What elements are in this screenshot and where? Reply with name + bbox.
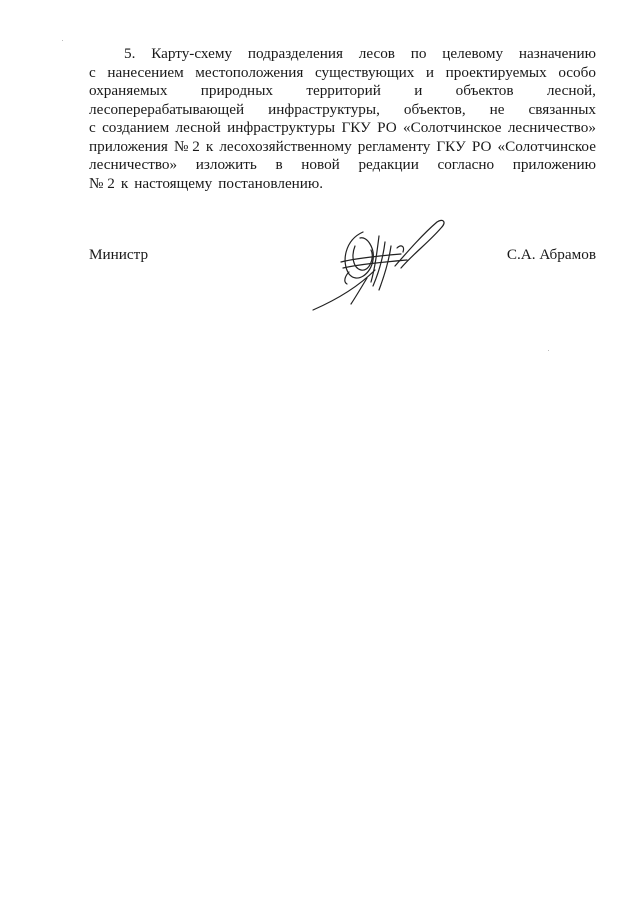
word: по xyxy=(410,45,427,62)
paragraph-line xyxy=(89,175,596,194)
word: особо xyxy=(558,63,596,81)
word: ГКУ xyxy=(436,137,466,155)
word: лесничество» xyxy=(89,156,178,173)
paragraph-line xyxy=(89,82,596,101)
word: и xyxy=(414,82,423,99)
word: с xyxy=(89,63,96,81)
word: лесоперерабатывающей xyxy=(89,100,245,118)
word: природных xyxy=(200,82,273,99)
word: связанных xyxy=(528,100,596,118)
word: подразделения xyxy=(247,45,343,62)
paragraph-line xyxy=(89,156,596,175)
word: постановлению. xyxy=(218,174,324,192)
word: инфраструктуры xyxy=(227,119,336,136)
word: лесничество» xyxy=(507,119,596,136)
handwritten-signature xyxy=(305,212,455,317)
word: РО xyxy=(377,119,397,136)
word: не xyxy=(489,100,505,118)
word: 5. xyxy=(124,45,136,62)
body-paragraph xyxy=(89,45,596,193)
word: регламенту xyxy=(357,137,431,155)
word: согласно xyxy=(437,156,495,173)
word: нанесением xyxy=(107,63,184,81)
word: изложить xyxy=(195,156,257,173)
word: лесной xyxy=(175,119,221,136)
word: в xyxy=(275,156,283,173)
word: настоящему xyxy=(134,174,213,192)
word: лесохозяйственному xyxy=(219,137,352,155)
word: лесной, xyxy=(546,82,596,99)
word: и xyxy=(425,63,435,81)
paragraph-line xyxy=(89,45,596,64)
word: лесов xyxy=(358,45,395,62)
word: № 2 xyxy=(89,174,115,192)
word: инфраструктуры, xyxy=(268,100,380,118)
word: новой xyxy=(301,156,340,173)
paragraph-line xyxy=(89,119,596,138)
word: с xyxy=(89,119,96,136)
word: редакции xyxy=(358,156,419,173)
word: созданием xyxy=(102,119,170,136)
word: назначению xyxy=(518,45,596,62)
word: «Солотчинское xyxy=(497,137,596,155)
word: приложения xyxy=(89,137,168,155)
word: местоположения xyxy=(195,63,304,81)
word: Карту-схему xyxy=(151,45,233,62)
word: к xyxy=(120,174,129,192)
scan-speck xyxy=(62,40,63,41)
scan-speck xyxy=(548,350,549,351)
word: № 2 xyxy=(173,137,200,155)
paragraph-line xyxy=(89,138,596,157)
word: объектов, xyxy=(403,100,466,118)
signatory-title: Министр xyxy=(89,246,149,263)
word: ГКУ xyxy=(341,119,371,136)
paragraph-line xyxy=(89,64,596,83)
word: РО xyxy=(471,137,492,155)
word: объектов xyxy=(455,82,514,99)
word: территорий xyxy=(306,82,381,99)
word: проектируемых xyxy=(445,63,547,81)
word: «Солотчинское xyxy=(403,119,502,136)
word: к xyxy=(205,137,214,155)
signatory-name: С.А. Абрамов xyxy=(506,246,596,263)
word: целевому xyxy=(442,45,504,62)
word: охраняемых xyxy=(89,82,168,99)
word: приложению xyxy=(512,156,596,173)
paragraph-line xyxy=(89,101,596,120)
word: существующих xyxy=(314,63,415,81)
